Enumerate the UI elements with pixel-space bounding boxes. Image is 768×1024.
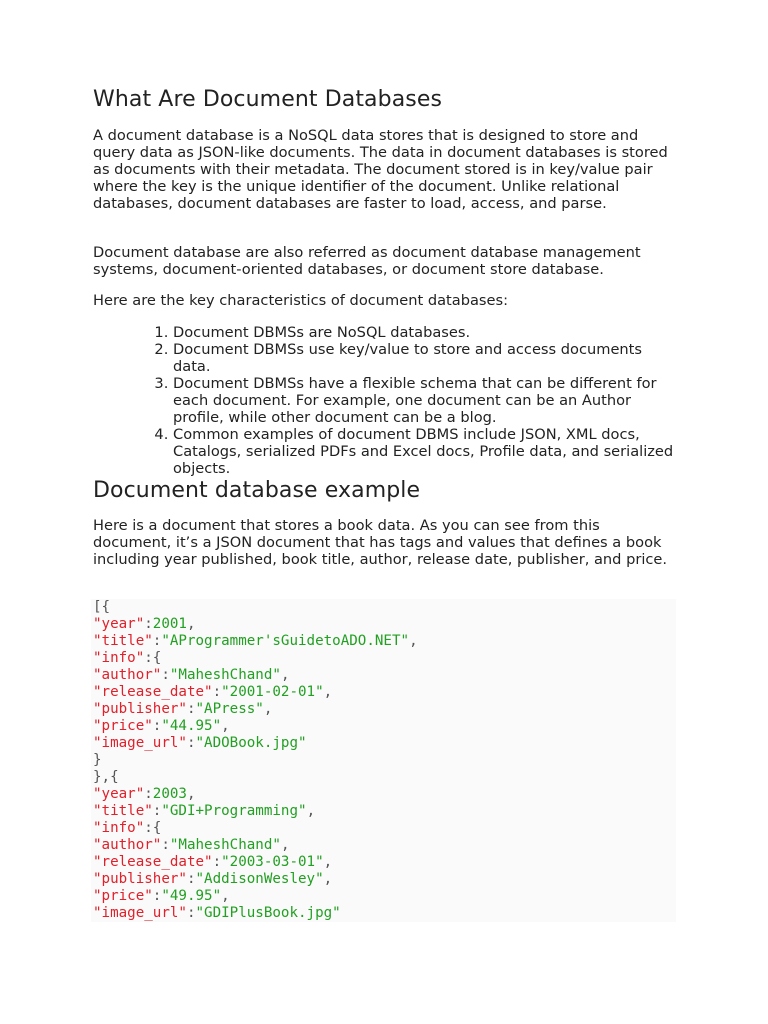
- code-value: "GDIPlusBook.jpg": [195, 905, 341, 921]
- code-punct: :: [152, 803, 162, 819]
- code-value: 2003: [152, 786, 187, 802]
- code-punct: :: [186, 871, 196, 887]
- code-value: "MaheshChand": [169, 667, 281, 683]
- list-item: 2. Document DBMSs use key/value to store and access documents data.: [173, 341, 679, 375]
- code-value: "49.95": [161, 888, 222, 904]
- code-value: "2001-02-01": [221, 684, 324, 700]
- code-line: [93, 888, 676, 905]
- code-line: [93, 684, 676, 701]
- code-key: "title": [93, 633, 153, 649]
- code-line: [93, 871, 676, 888]
- code-line: [93, 599, 676, 616]
- code-punct: ,: [186, 616, 196, 632]
- code-punct: :: [152, 633, 162, 649]
- code-line: [93, 667, 676, 684]
- code-value: "44.95": [161, 718, 222, 734]
- code-key: "price": [93, 718, 153, 734]
- code-key: "year": [93, 616, 145, 632]
- code-line: [93, 786, 676, 803]
- list-item: 3. Document DBMSs have a flexible schema that can be different for each document. For example, one document can be an Author profile, while other document can be a blog.: [173, 375, 679, 426]
- code-key: "image_url": [93, 905, 187, 921]
- code-line: [93, 650, 676, 667]
- code-line: [93, 718, 676, 735]
- code-punct: :{: [144, 820, 162, 836]
- code-punct: ,: [186, 786, 196, 802]
- code-punct: },{: [93, 769, 119, 785]
- code-key: "release_date": [93, 854, 213, 870]
- code-line: [93, 616, 676, 633]
- code-punct: ,: [280, 667, 290, 683]
- example-paragraph: Here is a document that stores a book data. As you can see from this document, it’s a JSON document that has tags and values that defines a book including year published, book title, author, release date, publisher, and price.: [93, 517, 668, 568]
- code-punct: :: [152, 888, 162, 904]
- code-value: "AddisonWesley": [195, 871, 324, 887]
- code-key: "author": [93, 837, 162, 853]
- code-key: "price": [93, 888, 153, 904]
- code-key: "publisher": [93, 871, 187, 887]
- list-item: 4. Common examples of document DBMS include JSON, XML docs, Catalogs, serialized PDFs and Excel docs, Profile data, and serialized objects.: [173, 426, 679, 477]
- code-key: "image_url": [93, 735, 187, 751]
- code-line: [93, 752, 676, 769]
- code-punct: :: [144, 786, 153, 802]
- code-key: "publisher": [93, 701, 187, 717]
- code-key: "release_date": [93, 684, 213, 700]
- characteristics-list: [93, 324, 679, 477]
- code-line: [93, 837, 676, 854]
- code-value: 2001: [152, 616, 187, 632]
- code-punct: ,: [323, 684, 333, 700]
- section-title: Document database example: [93, 478, 421, 503]
- code-punct: :: [212, 684, 222, 700]
- code-punct: [{: [93, 599, 111, 615]
- characteristics-intro: Here are the key characteristics of document databases:: [93, 292, 509, 309]
- code-line: [93, 854, 676, 871]
- code-line: [93, 769, 676, 786]
- code-punct: ,: [323, 854, 333, 870]
- code-punct: ,: [323, 871, 333, 887]
- code-line: [93, 735, 676, 752]
- code-key: "title": [93, 803, 153, 819]
- code-line: [93, 820, 676, 837]
- code-value: "APress": [195, 701, 264, 717]
- alias-paragraph: Document database are also referred as document database management systems, document-oriented databases, or document store database.: [93, 244, 641, 278]
- code-punct: ,: [280, 837, 290, 853]
- code-value: "GDI+Programming": [161, 803, 307, 819]
- code-line: [93, 905, 676, 922]
- intro-paragraph: A document database is a NoSQL data stores that is designed to store and query data as JSON-like documents. The data in document databases is stored as documents with their metadata. The document stored is in key/value pair where the key is the unique identifier of the document. Unlike relational databases, document databases are faster to load, access, and parse.: [93, 127, 668, 212]
- code-value: "2003-03-01": [221, 854, 324, 870]
- code-value: "MaheshChand": [169, 837, 281, 853]
- code-punct: :: [144, 616, 153, 632]
- code-key: "info": [93, 650, 145, 666]
- code-punct: ,: [306, 803, 316, 819]
- code-punct: }: [93, 752, 102, 768]
- code-punct: :: [161, 667, 170, 683]
- code-line: [93, 633, 676, 650]
- code-punct: ,: [409, 633, 418, 649]
- code-punct: :: [161, 837, 170, 853]
- code-punct: :: [212, 854, 222, 870]
- code-block: [91, 599, 676, 922]
- code-key: "info": [93, 820, 145, 836]
- code-punct: :: [186, 905, 196, 921]
- code-punct: :: [152, 718, 162, 734]
- code-line: [93, 701, 676, 718]
- code-punct: :: [186, 701, 196, 717]
- code-punct: :{: [144, 650, 162, 666]
- list-item: 1. Document DBMSs are NoSQL databases.: [173, 324, 679, 341]
- code-punct: :: [186, 735, 196, 751]
- code-key: "year": [93, 786, 145, 802]
- code-punct: ,: [221, 888, 230, 904]
- code-key: "author": [93, 667, 162, 683]
- code-value: "AProgrammer'sGuidetoADO.NET": [161, 633, 410, 649]
- code-punct: ,: [221, 718, 230, 734]
- code-line: [93, 803, 676, 820]
- code-value: "ADOBook.jpg": [195, 735, 307, 751]
- page-title: What Are Document Databases: [93, 87, 443, 112]
- code-punct: ,: [263, 701, 273, 717]
